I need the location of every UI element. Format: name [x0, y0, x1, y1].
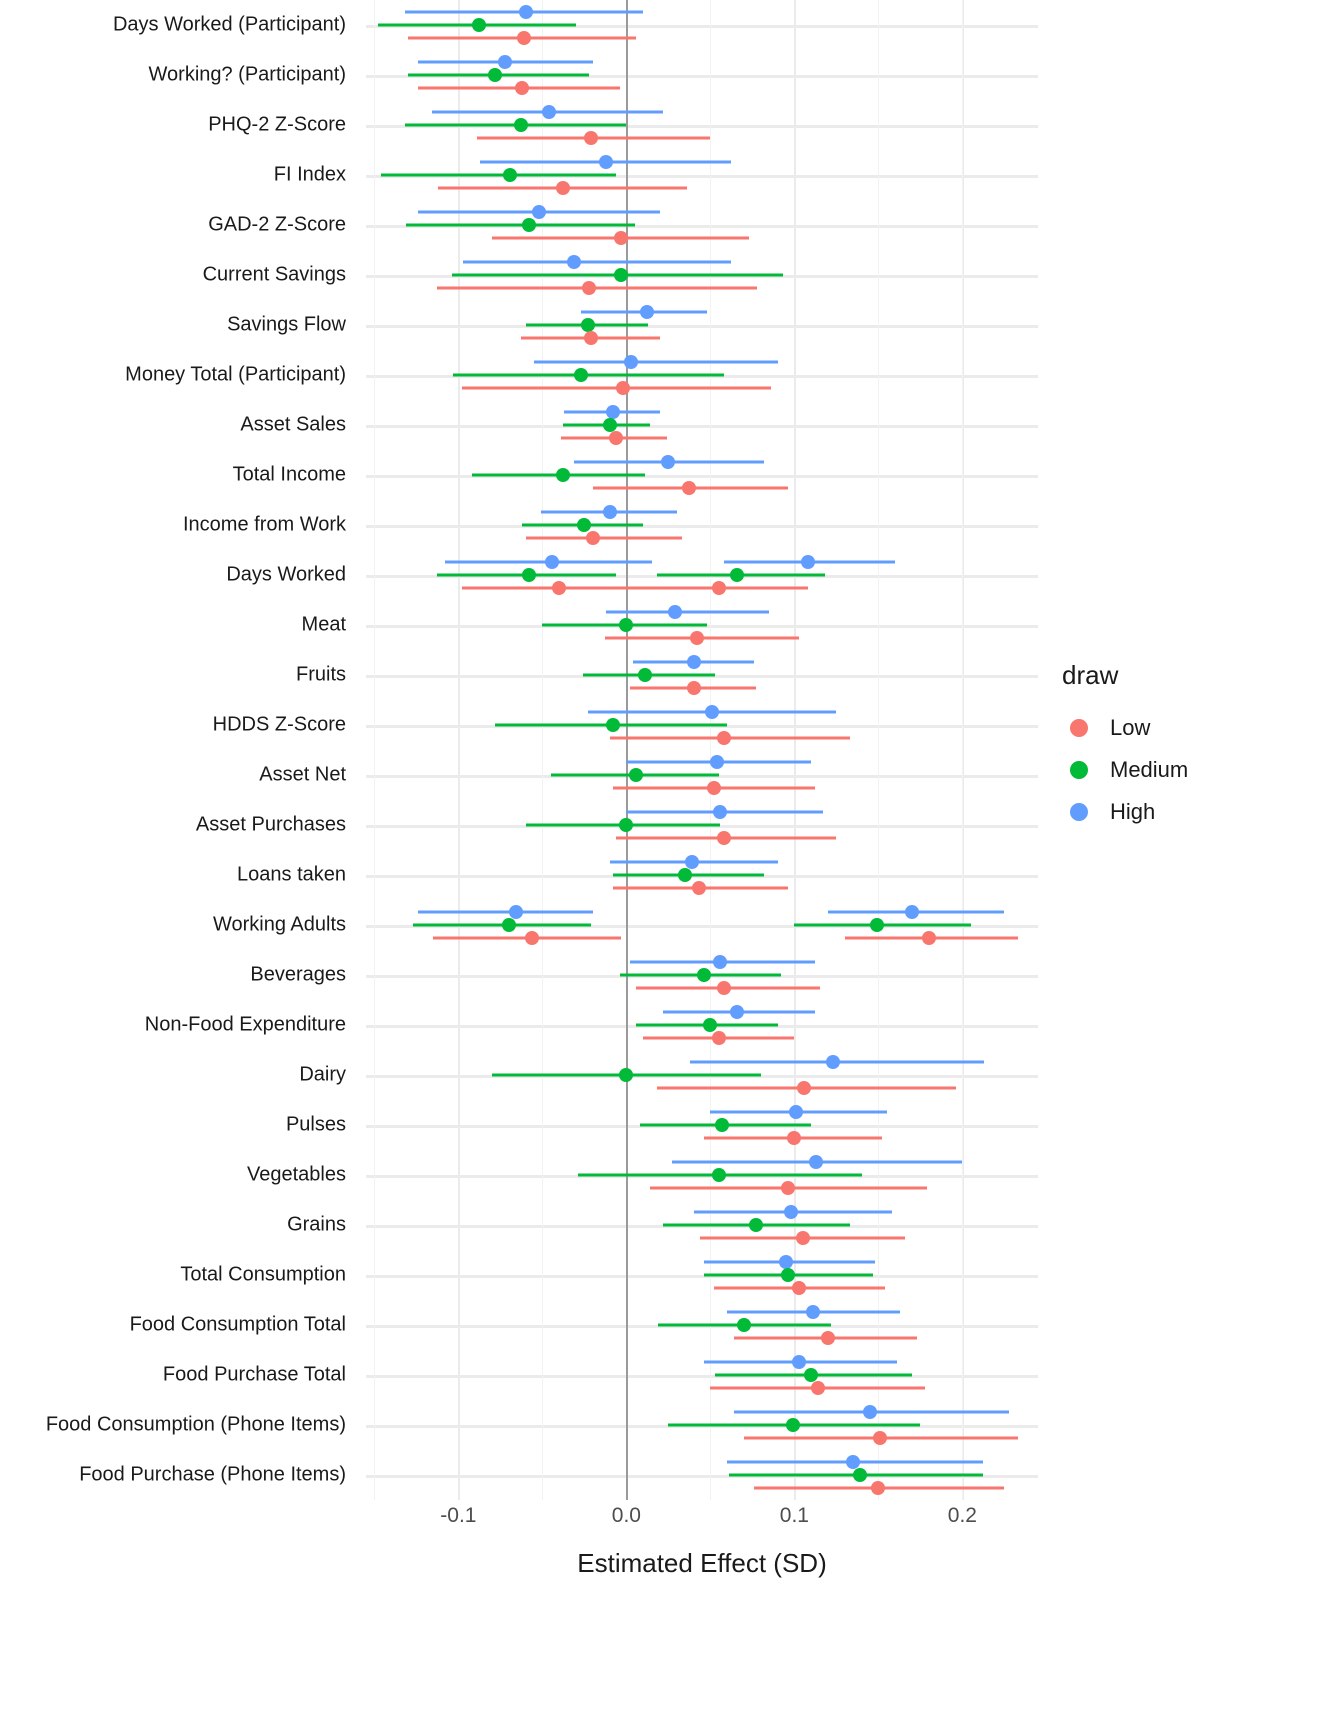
high-interval: [418, 911, 593, 914]
row-label: GAD-2 Z-Score: [208, 213, 346, 236]
row-label: Days Worked (Participant): [112, 13, 346, 36]
row-label: Savings Flow: [227, 313, 346, 336]
high-point: [713, 955, 727, 969]
high-point: [730, 1005, 744, 1019]
high-point: [713, 805, 727, 819]
medium-point: [603, 418, 617, 432]
low-point: [692, 881, 706, 895]
low-point: [797, 1081, 811, 1095]
high-point: [567, 255, 581, 269]
row-label: PHQ-2 Z-Score: [208, 113, 346, 136]
gridline-horizontal: [366, 1375, 1038, 1378]
row-label: Asset Net: [259, 763, 346, 786]
high-point: [826, 1055, 840, 1069]
legend-item: [1062, 707, 1322, 749]
gridline-horizontal: [366, 475, 1038, 478]
low-point: [584, 131, 598, 145]
medium-point: [619, 1068, 633, 1082]
medium-point: [522, 568, 536, 582]
medium-point: [574, 368, 588, 382]
medium-point: [781, 1268, 795, 1282]
high-point: [705, 705, 719, 719]
legend-color-dot: [1070, 719, 1088, 737]
low-point: [871, 1481, 885, 1495]
low-point: [717, 731, 731, 745]
medium-point: [749, 1218, 763, 1232]
high-point: [542, 105, 556, 119]
medium-point: [804, 1368, 818, 1382]
high-point: [806, 1305, 820, 1319]
row-label: Food Consumption Total: [129, 1313, 346, 1336]
low-point: [582, 281, 596, 295]
medium-point: [502, 918, 516, 932]
medium-second-point: [870, 918, 884, 932]
low-point: [616, 381, 630, 395]
low-point: [811, 1381, 825, 1395]
high-point: [519, 5, 533, 19]
medium-point: [697, 968, 711, 982]
medium-point: [556, 468, 570, 482]
high-point: [784, 1205, 798, 1219]
low-point: [707, 781, 721, 795]
low-point: [717, 981, 731, 995]
gridline-horizontal: [366, 325, 1038, 328]
medium-interval: [406, 224, 634, 227]
legend-item: [1062, 791, 1322, 833]
legend-items: [1062, 707, 1322, 833]
row-label: FI Index: [273, 163, 346, 186]
medium-interval: [381, 174, 616, 177]
medium-point: [737, 1318, 751, 1332]
high-point: [603, 505, 617, 519]
medium-point: [503, 168, 517, 182]
legend-label: Medium: [1110, 757, 1189, 782]
row-label: Food Purchase (Phone Items): [79, 1463, 346, 1486]
row-label: Asset Sales: [240, 413, 346, 436]
medium-point: [619, 818, 633, 832]
row-label: Income from Work: [183, 513, 346, 536]
legend-key-icon: [1062, 753, 1096, 787]
row-label: Loans taken: [237, 863, 346, 886]
legend: [1062, 660, 1322, 833]
high-point: [687, 655, 701, 669]
high-second-point: [801, 555, 815, 569]
high-interval: [606, 611, 769, 614]
high-point: [599, 155, 613, 169]
row-label: Days Worked: [226, 563, 346, 586]
medium-point: [488, 68, 502, 82]
medium-point: [472, 18, 486, 32]
medium-point: [712, 1168, 726, 1182]
row-label: Pulses: [285, 1113, 346, 1136]
low-point: [609, 431, 623, 445]
low-point: [792, 1281, 806, 1295]
legend-label: Low: [1110, 715, 1151, 740]
high-point: [640, 305, 654, 319]
legend-key-icon: [1062, 711, 1096, 745]
medium-second-point: [730, 568, 744, 582]
medium-point: [786, 1418, 800, 1432]
high-point: [789, 1105, 803, 1119]
row-label: Vegetables: [247, 1163, 346, 1186]
x-tick-label: 0.1: [779, 1504, 809, 1527]
low-point: [787, 1131, 801, 1145]
high-point: [668, 605, 682, 619]
low-interval: [437, 287, 758, 290]
gridline-vertical-minor: [962, 0, 963, 1500]
row-label: Total Income: [232, 463, 346, 486]
high-point: [710, 755, 724, 769]
high-second-point: [905, 905, 919, 919]
row-label: Fruits: [296, 663, 346, 686]
low-point: [556, 181, 570, 195]
low-point: [717, 831, 731, 845]
legend-color-dot: [1070, 761, 1088, 779]
medium-point: [581, 318, 595, 332]
high-point: [863, 1405, 877, 1419]
high-interval: [534, 361, 778, 364]
x-tick-label: 0.0: [611, 1504, 641, 1527]
medium-point: [678, 868, 692, 882]
high-point: [661, 455, 675, 469]
row-label: Beverages: [250, 963, 346, 986]
low-point: [614, 231, 628, 245]
high-point: [624, 355, 638, 369]
high-interval: [463, 261, 730, 264]
row-label: Working? (Participant): [148, 63, 346, 86]
medium-point: [629, 768, 643, 782]
x-axis-title: Estimated Effect (SD): [577, 1548, 827, 1578]
medium-point: [619, 618, 633, 632]
high-point: [809, 1155, 823, 1169]
low-interval: [526, 537, 682, 540]
medium-point: [703, 1018, 717, 1032]
gridline-horizontal: [366, 425, 1038, 428]
legend-item: [1062, 749, 1322, 791]
medium-point: [522, 218, 536, 232]
row-label: Food Consumption (Phone Items): [45, 1413, 346, 1436]
row-label: Working Adults: [212, 913, 346, 936]
low-point: [515, 81, 529, 95]
row-label: Dairy: [299, 1063, 346, 1086]
row-label: Money Total (Participant): [125, 363, 346, 386]
legend-key-icon: [1062, 795, 1096, 829]
gridline-vertical-minor: [374, 0, 375, 1500]
low-point: [687, 681, 701, 695]
legend-color-dot: [1070, 803, 1088, 821]
low-point: [517, 31, 531, 45]
y-axis-labels: [0, 0, 360, 1500]
low-point: [873, 1431, 887, 1445]
low-second-point: [922, 931, 936, 945]
legend-title: draw: [1062, 660, 1119, 690]
low-point: [781, 1181, 795, 1195]
row-label: Food Purchase Total: [162, 1363, 346, 1386]
row-label: Current Savings: [202, 263, 346, 286]
medium-interval: [453, 374, 723, 377]
row-label: HDDS Z-Score: [212, 713, 346, 736]
x-tick-label: 0.2: [947, 1504, 977, 1527]
gridline-horizontal: [366, 1275, 1038, 1278]
medium-point: [577, 518, 591, 532]
medium-point: [715, 1118, 729, 1132]
low-point: [525, 931, 539, 945]
legend-label: High: [1110, 799, 1156, 824]
high-point: [545, 555, 559, 569]
row-label: Total Consumption: [180, 1263, 346, 1286]
high-point: [532, 205, 546, 219]
medium-point: [614, 268, 628, 282]
medium-point: [853, 1468, 867, 1482]
row-label: Grains: [287, 1213, 346, 1236]
row-label: Meat: [301, 613, 346, 636]
high-point: [509, 905, 523, 919]
low-second-point: [712, 581, 726, 595]
low-point: [821, 1331, 835, 1345]
low-point: [584, 331, 598, 345]
medium-point: [606, 718, 620, 732]
gridline-vertical-minor: [878, 0, 879, 1500]
low-point: [552, 581, 566, 595]
row-label: Asset Purchases: [195, 813, 346, 836]
high-point: [792, 1355, 806, 1369]
plot-panel: [366, 0, 1038, 1500]
low-point: [586, 531, 600, 545]
medium-point: [514, 118, 528, 132]
low-point: [712, 1031, 726, 1045]
high-point: [606, 405, 620, 419]
high-point: [779, 1255, 793, 1269]
gridline-horizontal: [366, 525, 1038, 528]
low-point: [690, 631, 704, 645]
low-point: [682, 481, 696, 495]
high-point: [498, 55, 512, 69]
row-label: Non-Food Expenditure: [144, 1013, 346, 1036]
high-point: [685, 855, 699, 869]
low-point: [796, 1231, 810, 1245]
medium-point: [638, 668, 652, 682]
high-point: [846, 1455, 860, 1469]
x-tick-label: -0.1: [440, 1504, 477, 1527]
